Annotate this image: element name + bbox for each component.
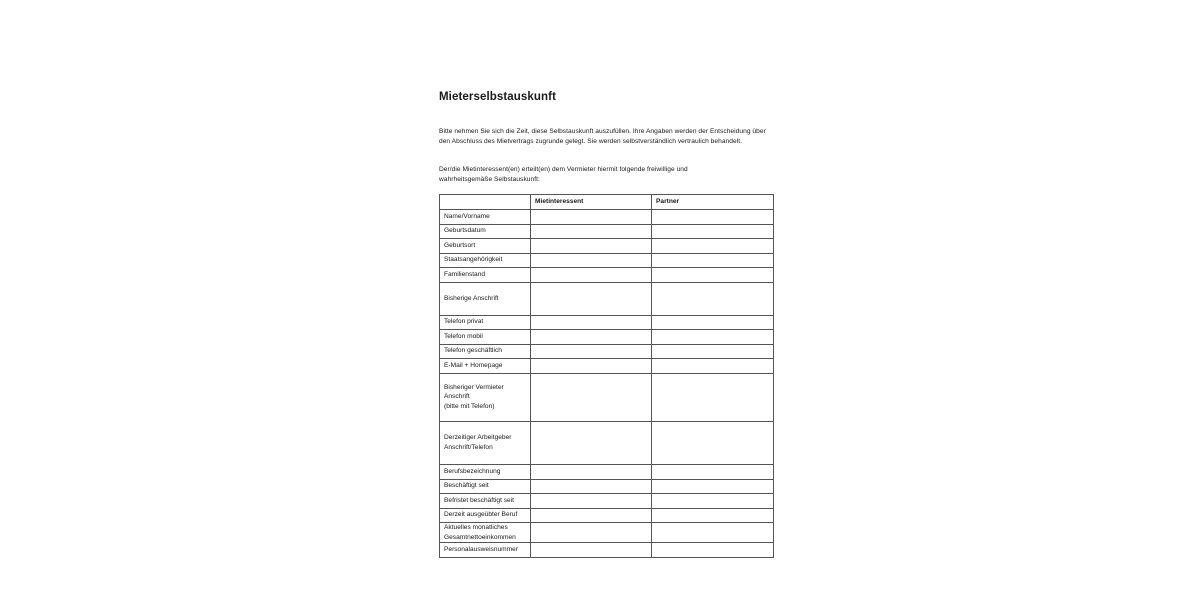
self-disclosure-table (439, 194, 774, 558)
statement-paragraph: Der/die Mietinteressent(en) erteilt(en) dem Vermieter hiermit folgende freiwillige und wahrheitsgemäße Selbstauskunft: (439, 166, 688, 183)
row-label: Telefon geschäftlich (440, 344, 531, 359)
partner-field[interactable] (652, 373, 774, 422)
table-row (440, 479, 774, 494)
partner-field[interactable] (652, 523, 774, 543)
table-row (440, 315, 774, 330)
applicant-field[interactable] (531, 523, 652, 543)
applicant-field[interactable] (531, 268, 652, 283)
applicant-field[interactable] (531, 315, 652, 330)
applicant-field[interactable] (531, 330, 652, 345)
row-label: Familienstand (440, 268, 531, 283)
row-label: Geburtsort (440, 239, 531, 254)
table-row (440, 282, 774, 315)
applicant-field[interactable] (531, 344, 652, 359)
partner-field[interactable] (652, 344, 774, 359)
intro-paragraph: Bitte nehmen Sie sich die Zeit, diese Selbstauskunft auszufüllen. Ihre Angaben werden der Entscheidung über den Abschluss des Mietvertrags zugrunde gelegt. Sie werden selbstverständlich vertraulich behandelt. (439, 128, 766, 145)
table-row (440, 210, 774, 225)
applicant-field[interactable] (531, 253, 652, 268)
row-label: Derzeit ausgeübter Beruf (440, 508, 531, 523)
applicant-field[interactable] (531, 494, 652, 509)
applicant-field[interactable] (531, 210, 652, 225)
document-page (439, 88, 773, 554)
partner-field[interactable] (652, 210, 774, 225)
applicant-field[interactable] (531, 465, 652, 480)
partner-field[interactable] (652, 465, 774, 480)
applicant-field[interactable] (531, 543, 652, 558)
document-title: Mieterselbstauskunft (439, 91, 557, 103)
applicant-field[interactable] (531, 239, 652, 254)
partner-field[interactable] (652, 253, 774, 268)
table-row (440, 268, 774, 283)
applicant-field[interactable] (531, 224, 652, 239)
table-row (440, 344, 774, 359)
header-applicant: Mietinteressent (531, 195, 652, 210)
partner-field[interactable] (652, 422, 774, 465)
header-label-column (440, 195, 531, 210)
table-row (440, 359, 774, 374)
row-label: Telefon mobil (440, 330, 531, 345)
partner-field[interactable] (652, 239, 774, 254)
partner-field[interactable] (652, 479, 774, 494)
applicant-field[interactable] (531, 359, 652, 374)
table-row (440, 239, 774, 254)
table-row (440, 253, 774, 268)
table-row (440, 422, 774, 465)
applicant-field[interactable] (531, 422, 652, 465)
row-label: Derzeitiger Arbeitgeber Anschrift/Telefon (440, 422, 531, 465)
row-label: E-Mail + Homepage (440, 359, 531, 374)
applicant-field[interactable] (531, 373, 652, 422)
row-label: Name/Vorname (440, 210, 531, 225)
partner-field[interactable] (652, 359, 774, 374)
table-header-row (440, 195, 774, 210)
row-label: Berufsbezeichnung (440, 465, 531, 480)
applicant-field[interactable] (531, 479, 652, 494)
applicant-field[interactable] (531, 282, 652, 315)
partner-field[interactable] (652, 543, 774, 558)
partner-field[interactable] (652, 508, 774, 523)
applicant-field[interactable] (531, 508, 652, 523)
partner-field[interactable] (652, 282, 774, 315)
row-label: Bisherige Anschrift (440, 282, 531, 315)
partner-field[interactable] (652, 224, 774, 239)
table-row (440, 330, 774, 345)
partner-field[interactable] (652, 330, 774, 345)
partner-field[interactable] (652, 268, 774, 283)
row-label: Telefon privat (440, 315, 531, 330)
table-row (440, 523, 774, 543)
row-label: Aktuelles monatliches Gesamtnettoeinkommen (440, 523, 531, 543)
row-label: Geburtsdatum (440, 224, 531, 239)
table-row (440, 224, 774, 239)
header-partner: Partner (652, 195, 774, 210)
table-row (440, 465, 774, 480)
table-row (440, 373, 774, 422)
table-row (440, 543, 774, 558)
row-label: Bisheriger Vermieter Anschrift (bitte mit Telefon) (440, 373, 531, 422)
row-label: Befristet beschäftigt seit (440, 494, 531, 509)
table-row (440, 508, 774, 523)
row-label: Staatsangehörigkeit (440, 253, 531, 268)
row-label: Beschäftigt seit (440, 479, 531, 494)
partner-field[interactable] (652, 315, 774, 330)
table-row (440, 494, 774, 509)
table-body (440, 210, 774, 558)
row-label: Personalausweisnummer (440, 543, 531, 558)
partner-field[interactable] (652, 494, 774, 509)
